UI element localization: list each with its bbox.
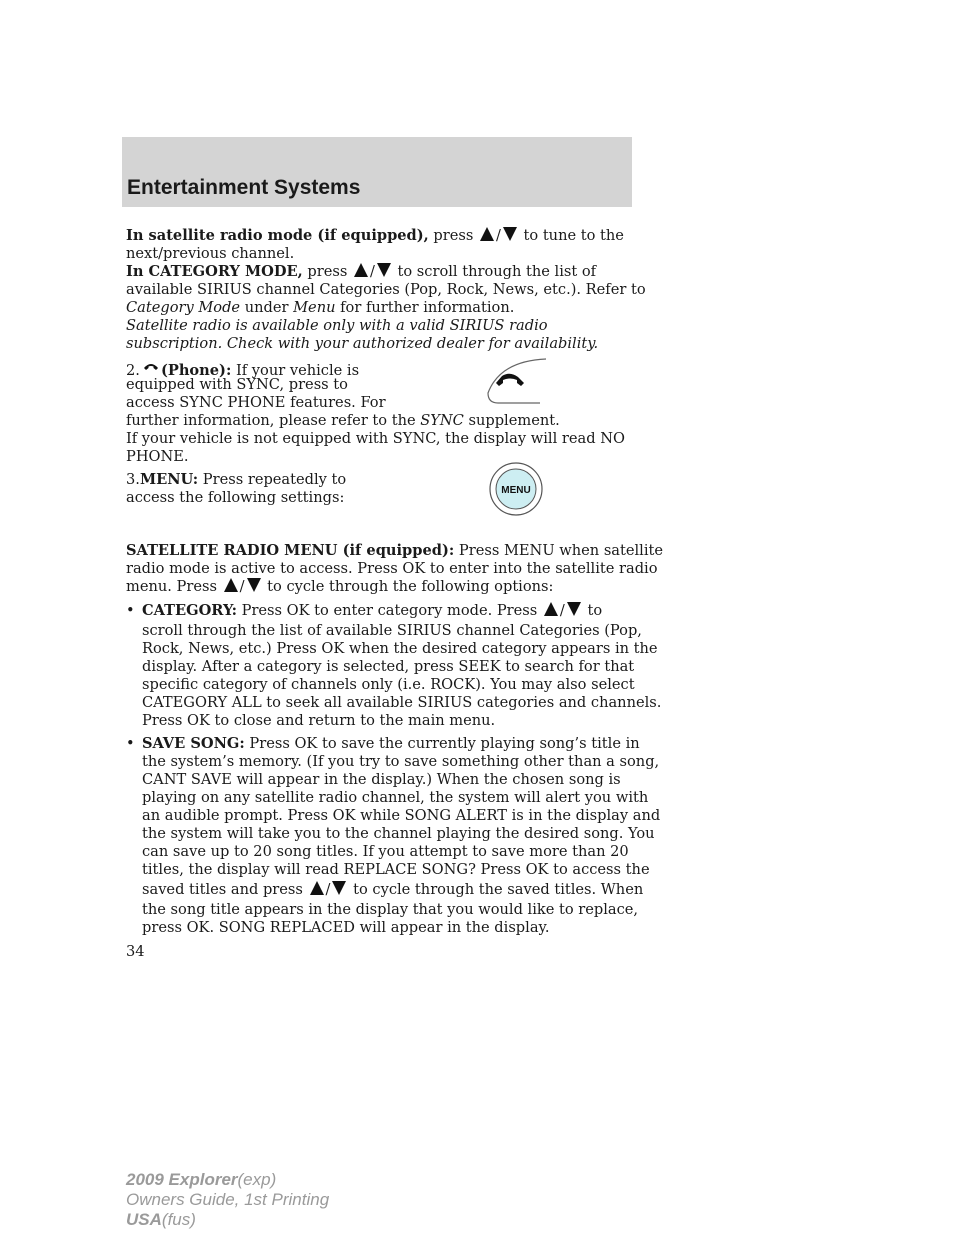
seek-down-arrow-icon [503, 227, 517, 241]
save-song-line-11: press OK. SONG REPLACED will appear in the display. [142, 919, 550, 936]
category-line-6: CATEGORY ALL to seek all available SIRIUS categories and channels. [142, 694, 662, 711]
category-mode-line-1: In CATEGORY MODE, press / to scroll through the list of [126, 263, 597, 280]
menu-lead: MENU: [139, 471, 199, 488]
satellite-mode-line-1: In satellite radio mode (if equipped), press / to tune to the [126, 227, 624, 244]
save-song-line-2: the system’s memory. (If you try to save something other than a song, [142, 753, 660, 770]
sat-menu-lead: SATELLITE RADIO MENU (if equipped): [126, 542, 455, 559]
footer-line-1: 2009 Explorer(exp) [126, 1170, 277, 1189]
sat-menu-line-1: SATELLITE RADIO MENU (if equipped): Press MENU when satellite [126, 542, 664, 559]
phone-line-2: equipped with SYNC, press to [126, 376, 348, 393]
subscription-note-line-2: subscription. Check with your authorized dealer for availability. [126, 335, 599, 352]
seek-down-arrow-icon [247, 578, 261, 592]
sat-menu-line-2: radio mode is active to access. Press OK to enter into the satellite radio [126, 560, 658, 577]
phone-line-1: 2. (Phone): If your vehicle is [126, 358, 359, 380]
seek-down-arrow-icon [377, 263, 391, 277]
seek-up-arrow-icon [480, 227, 494, 241]
category-line-2: scroll through the list of available SIRIUS channel Categories (Pop, [142, 622, 642, 639]
satellite-mode-lead: In satellite radio mode (if equipped), [126, 227, 429, 244]
sat-menu-line-3: menu. Press / to cycle through the following options: [126, 578, 554, 595]
satellite-mode-line-2: next/previous channel. [126, 245, 295, 262]
category-mode-line-3: Category Mode under Menu for further information. [126, 299, 515, 316]
category-line-3: Rock, News, etc.) Press OK when the desired category appears in the [142, 640, 658, 657]
seek-down-arrow-icon [567, 602, 581, 616]
category-bullet: • [126, 602, 135, 619]
phone-icon [143, 358, 159, 376]
save-song-line-5: an audible prompt. Press OK while SONG ALERT is in the display and [142, 807, 661, 824]
phone-button-illustration [480, 357, 550, 407]
category-mode-line-2: available SIRIUS channel Categories (Pop, Rock, News, etc.). Refer to [126, 281, 646, 298]
save-song-bullet: • [126, 735, 135, 752]
category-line-7: Press OK to close and return to the main menu. [142, 712, 496, 729]
footer-line-2: Owners Guide, 1st Printing [126, 1190, 330, 1209]
save-song-line-10: the song title appears in the display that you would like to replace, [142, 901, 639, 918]
seek-up-arrow-icon [544, 602, 558, 616]
section-title: Entertainment Systems [127, 176, 361, 199]
menu-button-label: MENU [501, 485, 531, 496]
category-line-5: specific category of channels only (i.e. ROCK). You may also select [142, 676, 635, 693]
menu-button-icon [488, 458, 544, 520]
menu-line-1: 3.MENU: Press repeatedly to [126, 471, 347, 488]
save-song-line-3: CANT SAVE will appear in the display.) When the chosen song is [142, 771, 621, 788]
save-song-lead: SAVE SONG: [142, 735, 245, 752]
phone-line-5: If your vehicle is not equipped with SYNC, the display will read NO [126, 430, 625, 447]
category-lead: CATEGORY: [142, 602, 237, 619]
save-song-line-6: the system will take you to the channel playing the desired song. You [142, 825, 655, 842]
save-song-line-8: titles, the display will read REPLACE SONG? Press OK to access the [142, 861, 650, 878]
seek-down-arrow-icon [332, 881, 346, 895]
save-song-line-4: playing on any satellite radio channel, the system will alert you with [142, 789, 649, 806]
footer-line-3: USA(fus) [126, 1210, 196, 1229]
category-line-4: display. After a category is selected, press SEEK to search for that [142, 658, 635, 675]
save-song-line-9: saved titles and press / to cycle through the saved titles. When [142, 881, 644, 898]
seek-up-arrow-icon [310, 881, 324, 895]
save-song-line-7: can save up to 20 song titles. If you attempt to save more than 20 [142, 843, 629, 860]
save-song-line-1: SAVE SONG: Press OK to save the currently playing song’s title in [142, 735, 640, 752]
category-line-1: CATEGORY: Press OK to enter category mode. Press / to [142, 602, 603, 619]
page-number: 34 [126, 943, 145, 960]
subscription-note-line-1: Satellite radio is available only with a valid SIRIUS radio [126, 317, 548, 334]
seek-up-arrow-icon [224, 578, 238, 592]
phone-line-6: PHONE. [126, 448, 189, 465]
phone-line-4: further information, please refer to the SYNC supplement. [126, 412, 560, 429]
phone-lead: (Phone): [160, 362, 232, 379]
category-mode-lead: In CATEGORY MODE, [126, 263, 303, 280]
menu-line-2: access the following settings: [126, 489, 345, 506]
seek-up-arrow-icon [354, 263, 368, 277]
phone-line-3: access SYNC PHONE features. For [126, 394, 386, 411]
